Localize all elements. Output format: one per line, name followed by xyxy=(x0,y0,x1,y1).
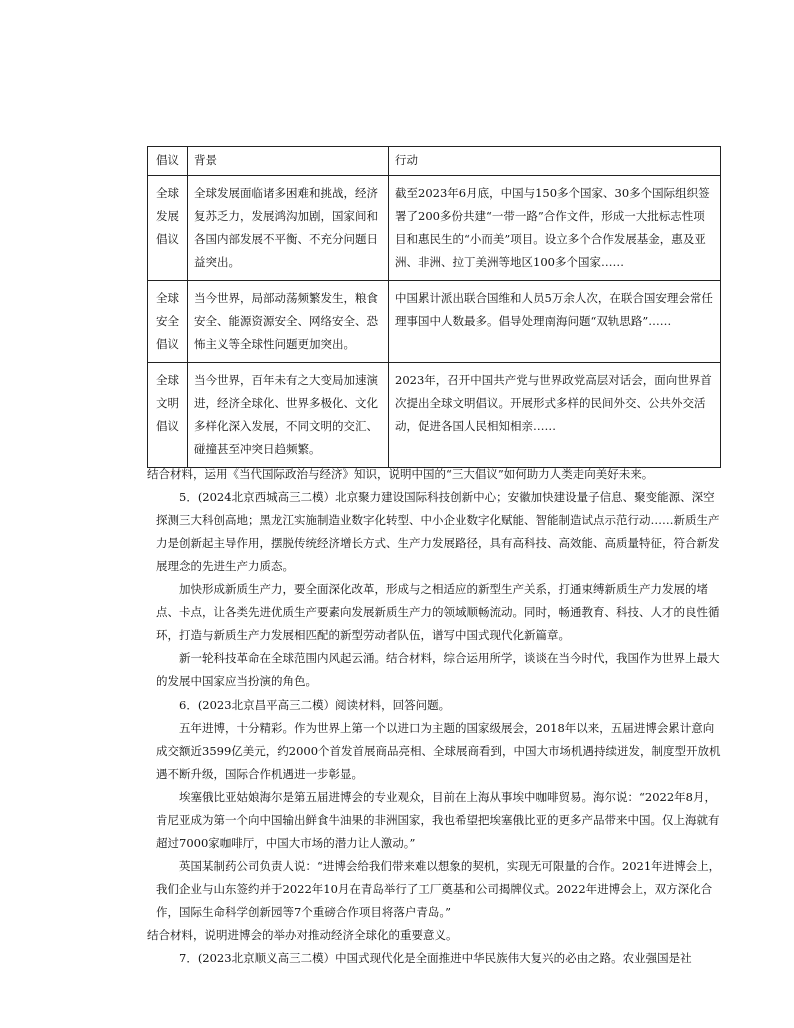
row-background: 全球发展面临诸多困难和挑战，经济复苏乏力，发展鸿沟加剧，国家间和各国内部发展不平衡、不充分问题日益突出。 xyxy=(188,176,389,281)
row-label-civilization: 全球文明倡议 xyxy=(148,363,188,468)
row-label-security: 全球安全倡议 xyxy=(148,281,188,363)
header-background: 背景 xyxy=(188,147,389,176)
row-action: 中国累计派出联合国维和人员5万余人次，在联合国安理会常任理事国中人数最多。倡导处理南海问题“双轨思路”…… xyxy=(389,281,721,363)
question-5-prompt: 新一轮科技革命在全球范围内风起云涌。结合材料，综合运用所学，谈谈在当今时代，我国作为世界上最大的发展中国家应当扮演的角色。 xyxy=(156,651,720,688)
question-6-prompt: 结合材料，说明进博会的举办对推动经济全球化的重要意义。 xyxy=(147,928,458,942)
table-row xyxy=(148,363,721,468)
header-initiative: 倡议 xyxy=(148,147,188,176)
row-action: 2023年，召开中国共产党与世界政党高层对话会，面向世界首次提出全球文明倡议。开展形式多样的民间外交、公共外交活动，促进各国人民相知相亲…… xyxy=(389,363,721,468)
table-row xyxy=(148,176,721,281)
row-action: 截至2023年6月底，中国与150多个国家、30多个国际组织签署了200多份共建“一带一路”合作文件，形成一大批标志性项目和惠民生的“小而美”项目。设立多个合作发展基金，惠及亚洲、非洲、拉丁美洲等地区100多个国家…… xyxy=(389,176,721,281)
question-6-paragraph-2: 埃塞俄比亚姑娘海尔是第五届进博会的专业观众，目前在上海从事埃中咖啡贸易。海尔说：“2022年8月，肯尼亚成为第一个向中国输出鲜食牛油果的非洲国家，我也希望把埃塞俄比亚的更多产品带来中国。仅上海就有超过7000家咖啡厅，中国大市场的潜力让人激动。” xyxy=(156,790,720,850)
row-label-development: 全球发展倡议 xyxy=(148,176,188,281)
question-5-paragraph: 加快形成新质生产力，要全面深化改革，形成与之相适应的新型生产关系，打通束缚新质生产力发展的堵点、卡点，让各类先进优质生产要素向发展新质生产力的领域顺畅流动。同时，畅通教育、科技、人才的良性循环，打造与新质生产力发展相匹配的新型劳动者队伍，谱写中国式现代化新篇章。 xyxy=(156,582,720,642)
question-5-intro: 5．(2024北京西城高三二模）北京聚力建设国际科技创新中心；安徽加快建设量子信息、聚变能源、深空探测三大科创高地；黑龙江实施制造业数字化转型、中小企业数字化赋能、智能制造试点示范行动……新质生产力是创新起主导作用，摆脱传统经济增长方式、生产力发展路径，具有高科技、高效能、高质量特征，符合新发展理念的先进生产力质态。 xyxy=(156,490,720,573)
table-header-row xyxy=(148,147,721,176)
row-background: 当今世界，局部动荡频繁发生，粮食安全、能源资源安全、网络安全、恐怖主义等全球性问题更加突出。 xyxy=(188,281,389,363)
header-action: 行动 xyxy=(389,147,721,176)
question-6-paragraph-3: 英国某制药公司负责人说：“进博会给我们带来难以想象的契机，实现无可限量的合作。2021年进博会上，我们企业与山东签约并于2022年10月在青岛举行了工厂奠基和公司揭牌仪式。2022年进博会上，双方深化合作，国际生命科学创新园等7个重磅合作项目将落户青岛。” xyxy=(156,859,721,919)
table-row xyxy=(148,281,721,363)
question-7-intro: 7．(2023北京顺义高三二模）中国式现代化是全面推进中华民族伟大复兴的必由之路。农业强国是社 xyxy=(179,951,692,965)
three-initiatives-table xyxy=(147,146,721,468)
question-4-prompt: 结合材料，运用《当代国际政治与经济》知识，说明中国的“三大倡议”如何助力人类走向美好未来。 xyxy=(147,467,654,481)
question-6-intro: 6．(2023北京昌平高三二模）阅读材料，回答问题。 xyxy=(179,698,451,712)
question-6-paragraph-1: 五年进博，十分精彩。作为世界上第一个以进口为主题的国家级展会，2018年以来，五届进博会累计意向成交额近3599亿美元，约2000个首发首展商品亮相、全球展商看到，中国大市场机遇持续迸发，制度型开放机遇不断升级，国际合作机遇进一步彰显。 xyxy=(156,721,721,781)
row-background: 当今世界，百年未有之大变局加速演进，经济全球化、世界多极化、文化多样化深入发展，不同文明的交汇、碰撞甚至冲突日趋频繁。 xyxy=(188,363,389,468)
